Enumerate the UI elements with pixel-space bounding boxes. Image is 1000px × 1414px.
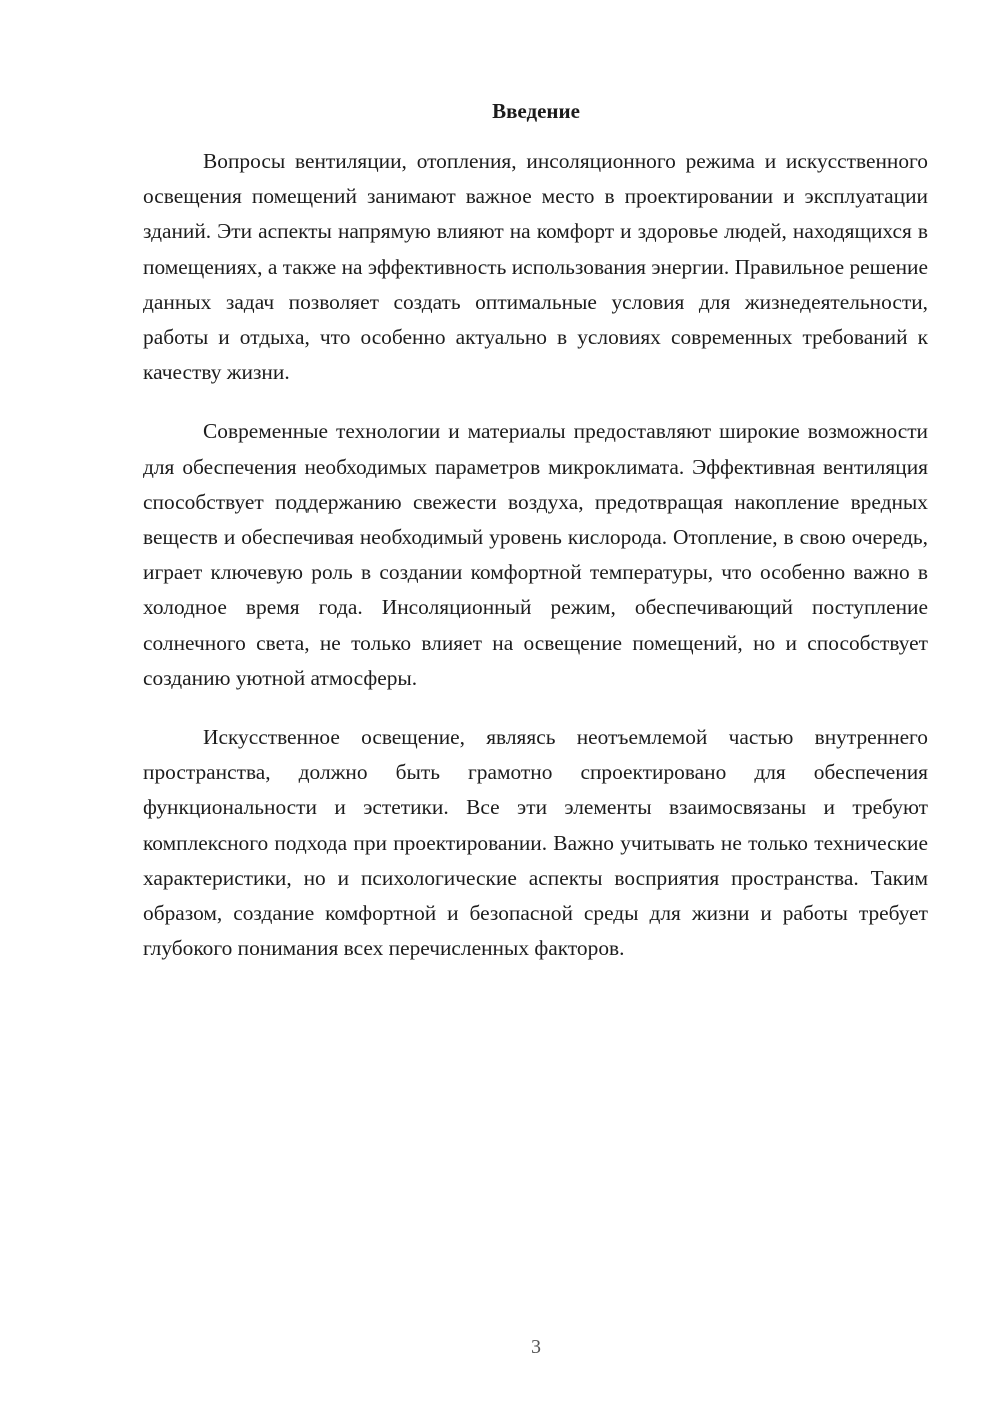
paragraph-lighting: Искусственное освещение, являясь неотъемлемой частью внутреннего пространства, должно быть грамотно спроектировано для обеспечения функциональности и эстетики. Все эти элементы взаимосвязаны и требуют комплексного подхода при проектировании. Важно учитывать не только технические характеристики, но и психологические аспекты восприятия пространства. Таким образом, создание комфортной и безопасной среды для жизни и работы требует глубокого понимания всех перечисленных факторов. bbox=[143, 725, 928, 961]
paragraph-intro: Вопросы вентиляции, отопления, инсоляционного режима и искусственного освещения помещений занимают важное место в проектировании и эксплуатации зданий. Эти аспекты напрямую влияют на комфорт и здоровье людей, находящихся в помещениях, а также на эффективность использования энергии. Правильное решение данных задач позволяет создать оптимальные условия для жизнедеятельности, работы и отдыха, что особенно актуально в условиях современных требований к качеству жизни. bbox=[143, 149, 928, 385]
page-number: 3 bbox=[531, 1336, 541, 1358]
paragraph-technologies: Современные технологии и материалы предоставляют широкие возможности для обеспечения необходимых параметров микроклимата. Эффективная вентиляция способствует поддержанию свежести воздуха, предотвращая накопление вредных веществ и обеспечивая необходимый уровень кислорода. Отопление, в свою очередь, играет ключевую роль в создании комфортной температуры, что особенно важно в холодное время года. Инсоляционный режим, обеспечивающий поступление солнечного света, не только влияет на освещение помещений, но и способствует созданию уютной атмосферы. bbox=[143, 419, 928, 690]
body-text bbox=[143, 144, 928, 990]
section-title: Введение bbox=[492, 99, 580, 123]
